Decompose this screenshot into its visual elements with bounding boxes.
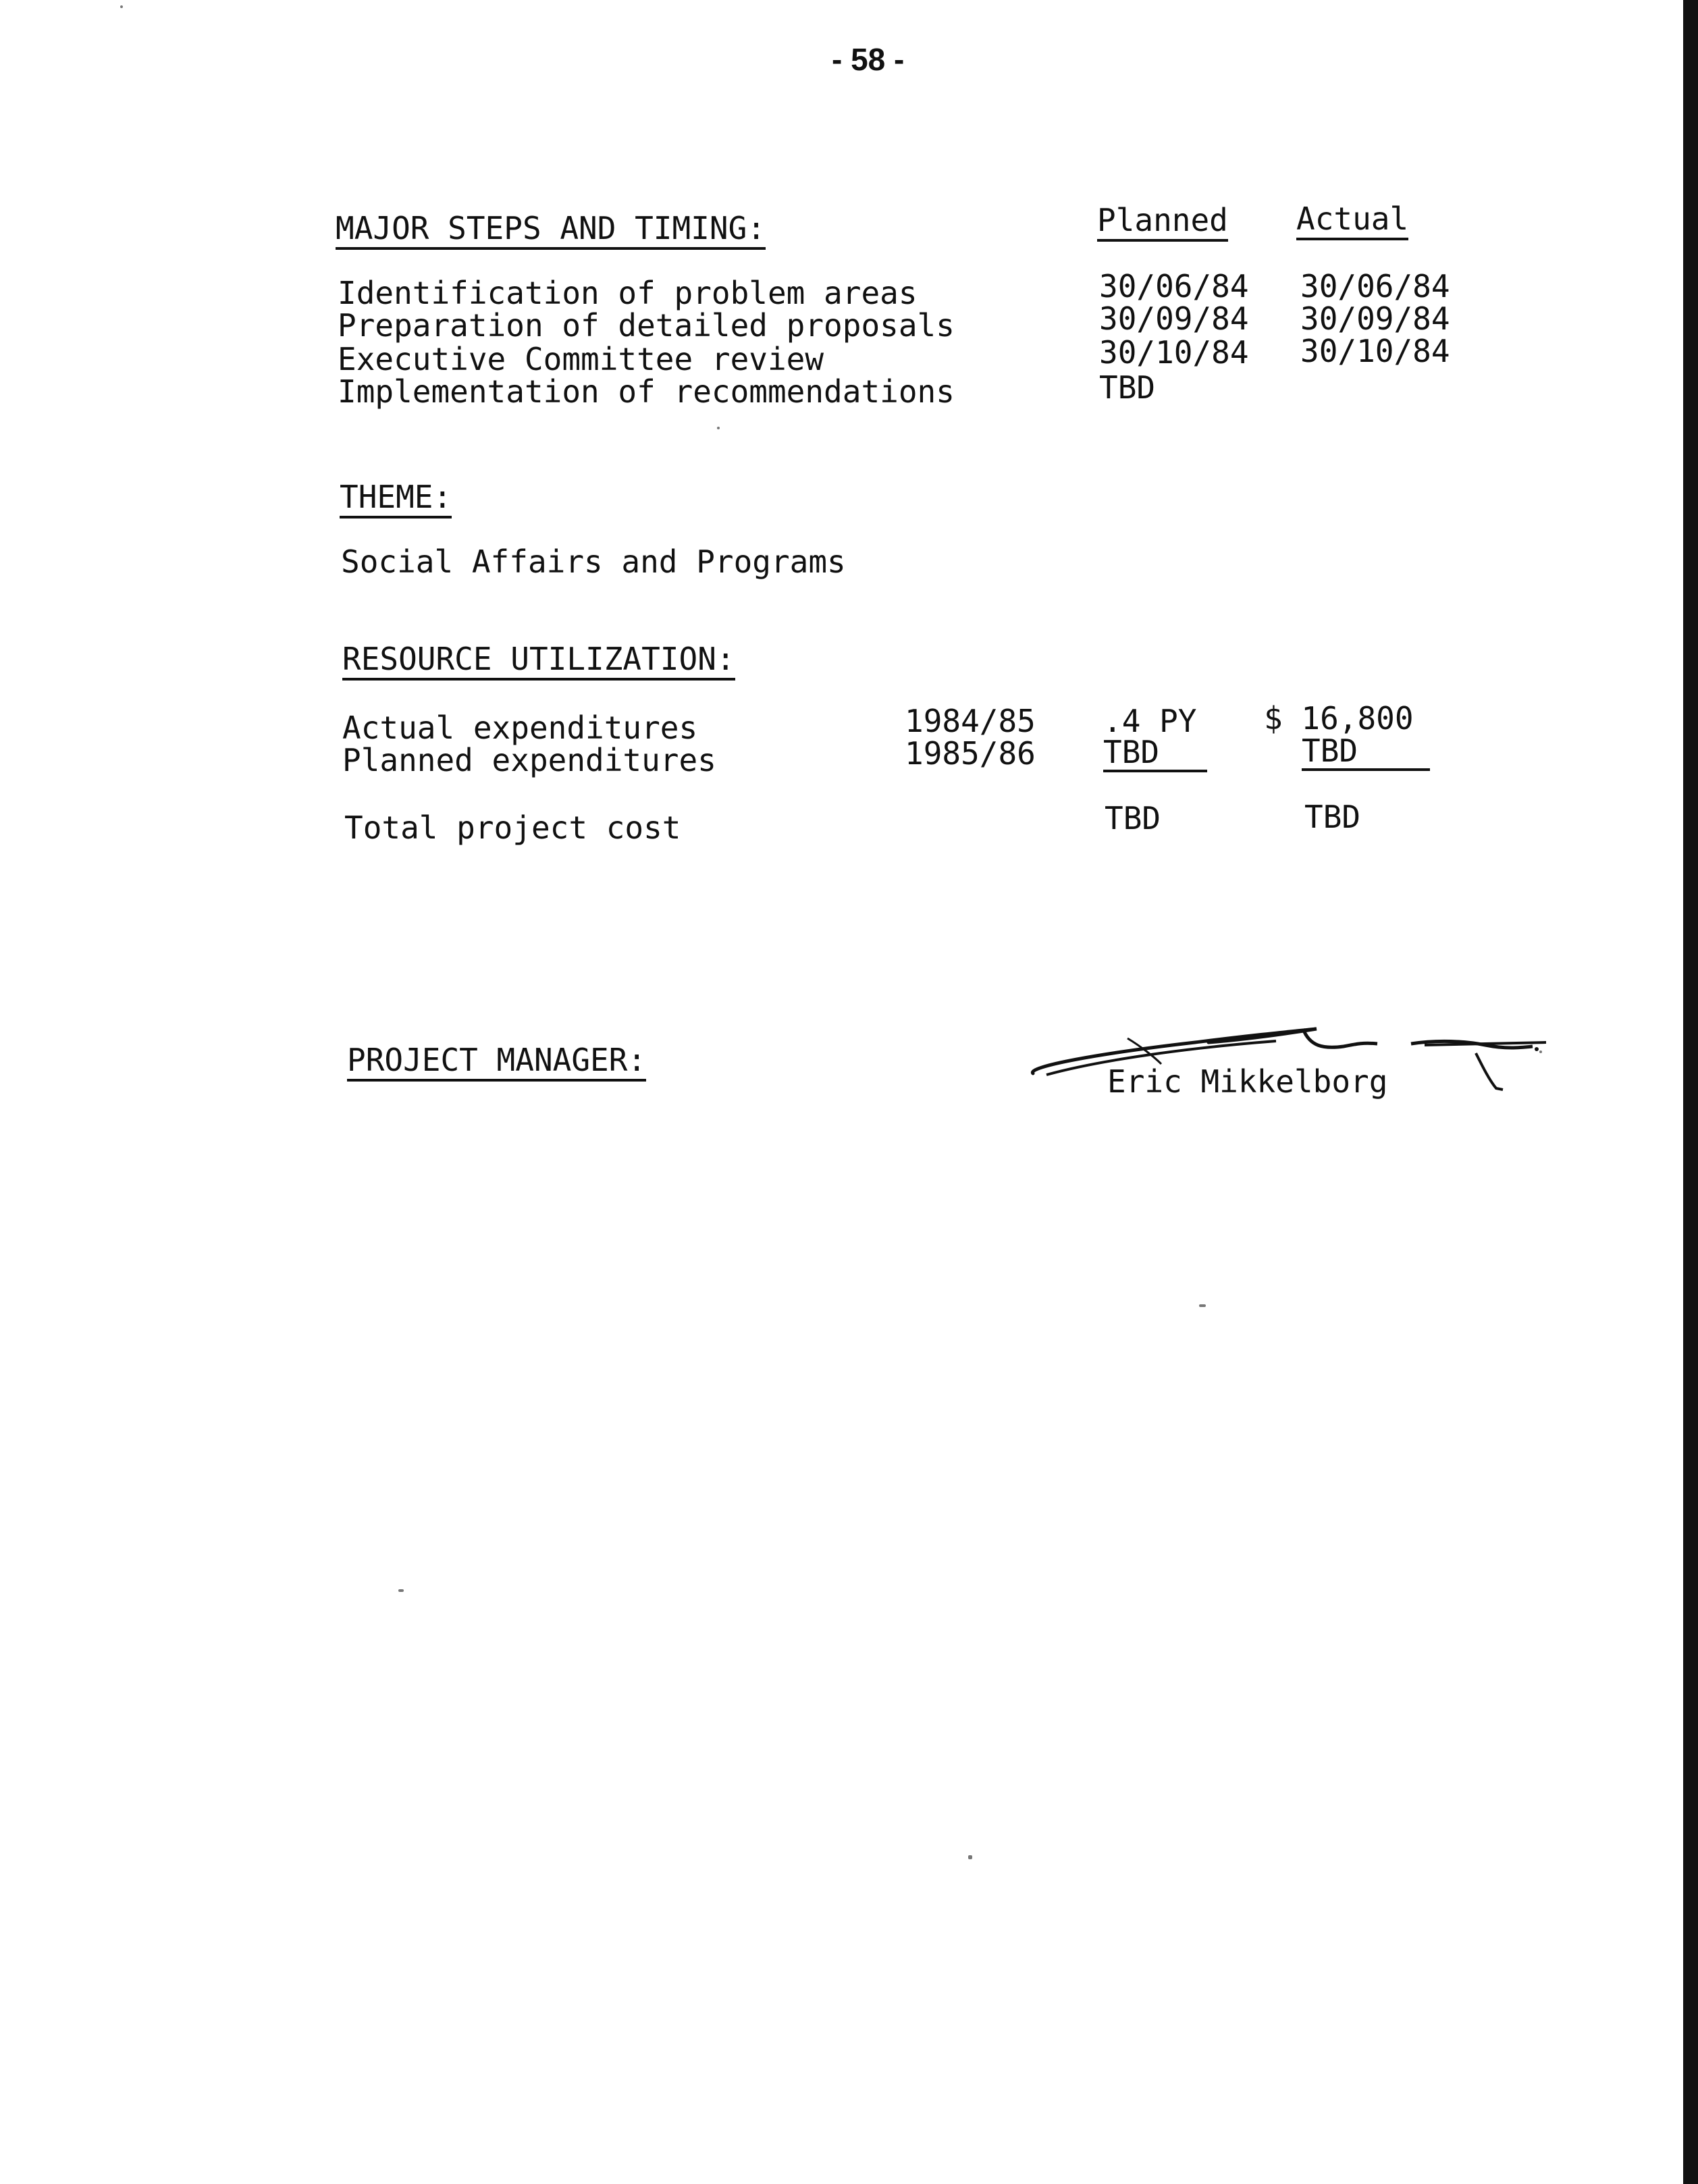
expenditure-year: 1985/86	[905, 735, 1036, 772]
expenditure-label: Actual expenditures	[342, 710, 698, 746]
step-actual-date: 30/10/84	[1300, 333, 1450, 369]
scan-speck	[968, 1855, 972, 1859]
actual-column-header: Actual	[1296, 201, 1408, 240]
expenditure-label: Planned expenditures	[342, 742, 716, 778]
project-manager-heading: PROJECT MANAGER:	[347, 1042, 646, 1082]
expenditure-person-years: TBD	[1103, 735, 1207, 772]
step-planned-date: 30/06/84	[1099, 268, 1249, 304]
step-label: Identification of problem areas	[338, 275, 918, 311]
step-label: Executive Committee review	[338, 341, 824, 377]
page-number: - 58 -	[832, 42, 905, 77]
theme-heading: THEME:	[340, 479, 452, 518]
total-cost-label: Total project cost	[344, 809, 681, 846]
scan-speck	[717, 427, 720, 429]
planned-column-header: Planned	[1097, 203, 1228, 242]
step-planned-date: 30/09/84	[1099, 300, 1249, 337]
expenditure-amount: $ 16,800	[1264, 700, 1414, 737]
expenditure-year: 1984/85	[905, 703, 1036, 739]
scan-speck	[1539, 1050, 1542, 1053]
step-label: Implementation of recommendations	[338, 373, 955, 410]
scan-speck	[120, 5, 123, 8]
total-cost-amount: TBD	[1304, 799, 1361, 835]
scan-speck	[398, 1589, 404, 1592]
resource-utilization-heading: RESOURCE UTILIZATION:	[342, 641, 735, 681]
theme-value: Social Affairs and Programs	[341, 543, 846, 580]
step-actual-date: 30/06/84	[1300, 268, 1450, 304]
step-label: Preparation of detailed proposals	[338, 307, 955, 344]
step-planned-date: TBD	[1099, 369, 1156, 406]
project-manager-name: Eric Mikkelborg	[1107, 1063, 1388, 1100]
signature-scribble	[1019, 999, 1546, 1107]
expenditure-amount: TBD	[1302, 733, 1430, 771]
scan-border-edge	[1683, 0, 1698, 2184]
expenditure-person-years: .4 PY	[1103, 703, 1197, 739]
major-steps-heading: MAJOR STEPS AND TIMING:	[336, 211, 766, 250]
scan-speck	[1199, 1304, 1206, 1307]
total-cost-person-years: TBD	[1105, 800, 1161, 836]
step-planned-date: 30/10/84	[1099, 334, 1249, 371]
step-actual-date: 30/09/84	[1300, 300, 1450, 337]
